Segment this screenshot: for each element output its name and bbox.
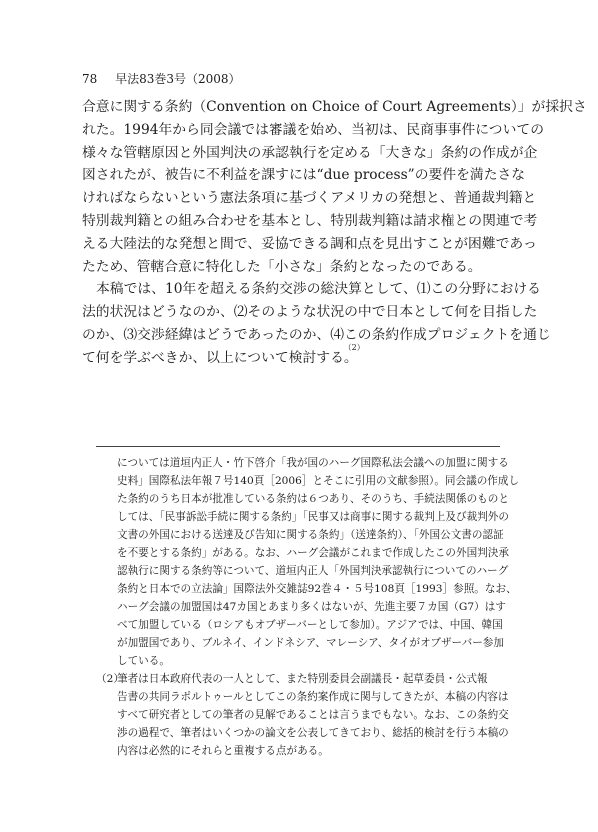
note-line: を不要とする条約」がある。なお、ハーグ会議がこれまで作成したこの外国判決承	[117, 547, 509, 559]
footnote-2	[96, 670, 512, 760]
note-line: た条約のうち日本が批准している条約は６つあり、そのうち、手続法関係のものと	[117, 493, 509, 505]
paragraph-2	[82, 278, 551, 369]
note-line: 条約と日本での立法論」国際法外交雑誌92巻４・５号108頁［1993］参照。なお、	[117, 583, 517, 595]
journal-citation: 早法83巻3号（2008）	[115, 72, 241, 86]
text-line: たため、管轄合意に特化した「小さな」条約となったのである。	[82, 258, 482, 275]
page-number: 78	[82, 72, 98, 86]
footnote-1-continued	[96, 454, 520, 670]
note-line: については道垣内正人・竹下啓介「我が国のハーグ国際私法会議への加盟に関する	[117, 457, 509, 469]
note-line: すべて研究者としての筆者の見解であることは言うまでもない。なお、この条約交	[117, 709, 509, 721]
note-line: 史料」国際私法年報７号140頁［2006］とそこに引用の文献参照）。同会議の作成し	[117, 475, 520, 487]
note-line: しては、「民事訴訟手続に関する条約」「民事又は商事に関する裁判上及び裁判外の	[117, 511, 509, 523]
text-line: える大陸法的な発想と間で、妥協できる調和点を見出すことが困難であっ	[82, 235, 537, 252]
note-line: 渉の過程で、筆者はいくつかの論文を公表してきており、総括的検討を行う本稿の	[117, 727, 509, 739]
text-line-last	[82, 342, 514, 370]
text-line: 合意に関する条約（Convention on Choice of Court Agreements）」が採択さ	[82, 99, 587, 115]
text-line: ければならないという憲法条項に基づくアメリカの発想と、普通裁判籍と	[82, 190, 537, 207]
note-line: 文書の外国における送達及び告知に関する条約」（送達条約）、「外国公文書の認証	[117, 529, 504, 541]
footnote-reference[interactable]: （2）	[347, 342, 365, 352]
note-line: ハーグ会議の加盟国は47カ国とあまり多くはないが、先進主要７カ国（G7）はす	[117, 601, 506, 613]
paragraph-1	[82, 96, 587, 278]
note-line: べて加盟している（ロシアもオブザーバーとして参加）。アジアでは、中国、韓国	[117, 619, 503, 631]
note-line: している。	[117, 655, 170, 667]
text-line: のか、⑶交渉経緯はどうであったのか、⑷この条約作成プロジェクトを通じ	[82, 326, 551, 343]
text-line: 法的状況はどうなのか、⑵そのような状況の中で日本として何を目指した	[82, 304, 538, 321]
note-line: 筆者は日本政府代表の一人として、また特別委員会副議長・起草委員・公式報	[117, 673, 488, 685]
note-line-first	[96, 670, 512, 688]
note-line: 内容は必然的にそれらと重複する点がある。	[117, 745, 329, 757]
text-line: 特別裁判籍との組み合わせを基本とし、特別裁判籍は請求権との関連で考	[82, 212, 538, 229]
text-line: 様々な管轄原因と外国判決の承認執行を定める「大きな」条約の作成が企	[82, 144, 538, 161]
text-line: 図されたが、被告に不利益を課すには“due process”の要件を満たさな	[82, 167, 526, 184]
text-line: 本稿では、10年を超える条約交渉の総決算として、⑴この分野における	[96, 281, 541, 298]
footnote-marker: （2）	[96, 673, 124, 685]
running-header	[82, 70, 241, 87]
main-text	[82, 96, 587, 370]
note-line: が加盟国であり、ブルネイ、インドネシア、マレーシア、タイがオブザーバー参加	[117, 637, 504, 649]
text-line: れた。1994年から同会議では審議を始め、当初は、民商事事件についての	[82, 121, 544, 138]
footnotes	[96, 454, 520, 760]
note-line: 告書の共同ラポルトゥールとしてこの条約案作成に関与してきたが、本稿の内容は	[117, 691, 509, 703]
footnote-divider	[96, 446, 500, 447]
text-line: て何を学ぶべきか、以上について検討する。	[82, 349, 358, 366]
note-line: 認執行に関する条約等について、道垣内正人「外国判決承認執行についてのハーグ	[117, 565, 509, 577]
